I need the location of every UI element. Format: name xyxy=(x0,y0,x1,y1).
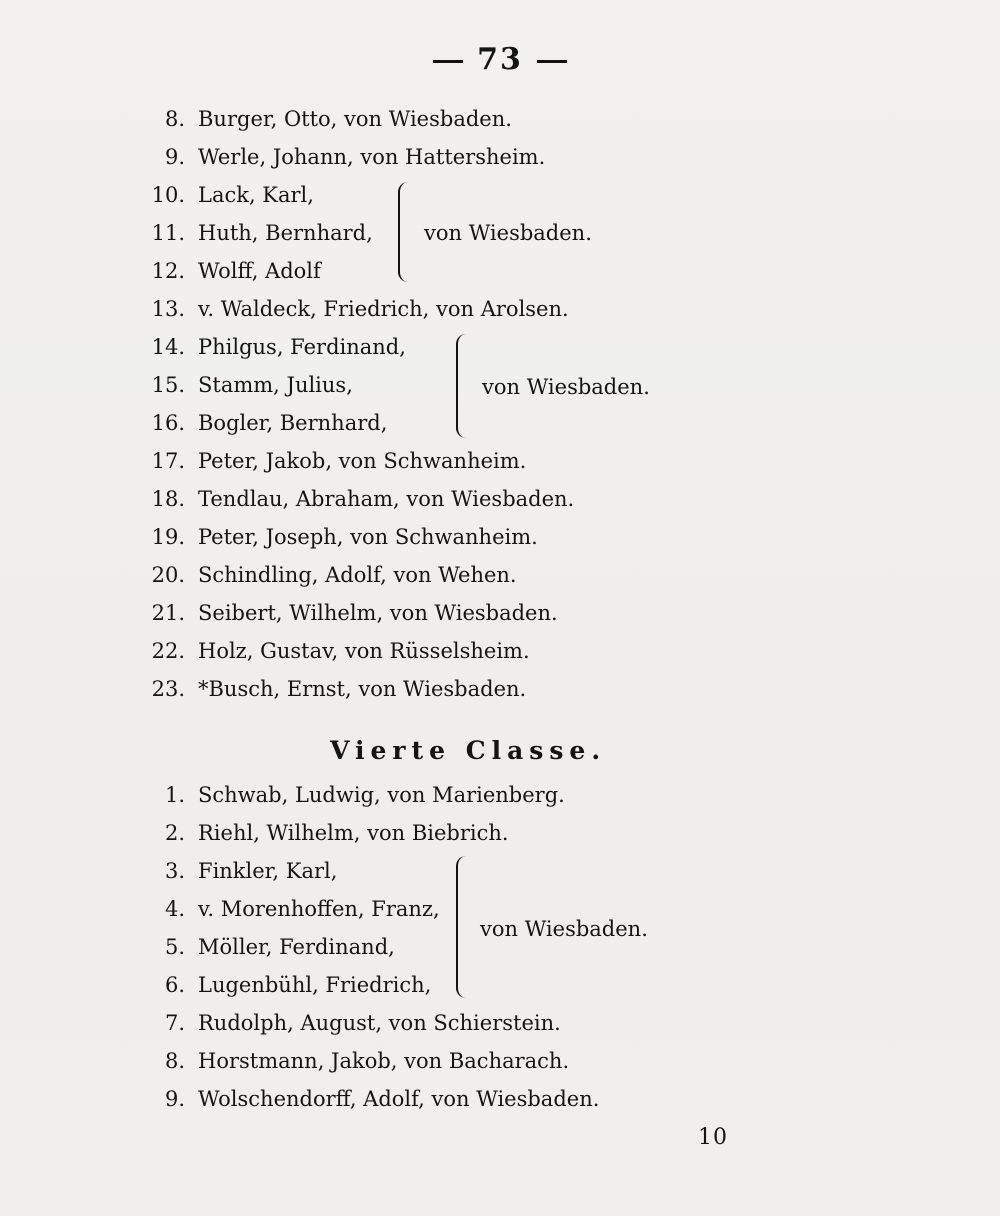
signature-mark: 10 xyxy=(698,1125,728,1150)
item-text: v. Morenhoffen, Franz, xyxy=(198,897,440,921)
item-number: 7. xyxy=(164,1011,185,1035)
item-text: Rudolph, August, von Schierstein. xyxy=(198,1011,561,1035)
item-text: v. Waldeck, Friedrich, von Arolsen. xyxy=(198,297,569,321)
item-text: Stamm, Julius, xyxy=(198,373,353,397)
item-text: Philgus, Ferdinand, xyxy=(198,335,406,359)
item-number: 6. xyxy=(164,973,185,997)
item-number: 21. xyxy=(151,601,185,625)
item-text: Peter, Jakob, von Schwanheim. xyxy=(198,449,527,473)
page-number: 73 xyxy=(477,42,523,77)
item-number: 17. xyxy=(151,449,185,473)
item-text: Wolff, Adolf xyxy=(198,259,321,283)
item-number: 9. xyxy=(164,1087,185,1111)
grouping-brace xyxy=(456,856,466,998)
group-place: von Wiesbaden. xyxy=(424,221,592,245)
item-number: 1. xyxy=(164,783,185,807)
item-text: Holz, Gustav, von Rüsselsheim. xyxy=(198,639,530,663)
item-text: Burger, Otto, von Wiesbaden. xyxy=(198,107,512,131)
item-number: 11. xyxy=(151,221,185,245)
grouping-brace xyxy=(398,182,408,282)
item-text: Bogler, Bernhard, xyxy=(198,411,388,435)
item-number: 16. xyxy=(151,411,185,435)
item-number: 13. xyxy=(151,297,185,321)
group-place: von Wiesbaden. xyxy=(480,917,648,941)
item-number: 5. xyxy=(164,935,185,959)
item-text: Schwab, Ludwig, von Marienberg. xyxy=(198,783,565,807)
header-dash-left xyxy=(433,60,463,63)
item-text: Riehl, Wilhelm, von Biebrich. xyxy=(198,821,509,845)
item-number: 15. xyxy=(151,373,185,397)
item-text: Tendlau, Abraham, von Wiesbaden. xyxy=(198,487,575,511)
item-number: 20. xyxy=(151,563,185,587)
item-text: Werle, Johann, von Hattersheim. xyxy=(198,145,546,169)
item-text: *Busch, Ernst, von Wiesbaden. xyxy=(198,677,527,701)
item-text: Lack, Karl, xyxy=(198,183,314,207)
item-number: 8. xyxy=(164,107,185,131)
item-number: 14. xyxy=(151,335,185,359)
item-number: 3. xyxy=(164,859,185,883)
item-text: Horstmann, Jakob, von Bacharach. xyxy=(198,1049,570,1073)
item-number: 4. xyxy=(164,897,185,921)
header-dash-right xyxy=(537,60,567,63)
item-number: 23. xyxy=(151,677,185,701)
item-number: 8. xyxy=(164,1049,185,1073)
item-text: Seibert, Wilhelm, von Wiesbaden. xyxy=(198,601,558,625)
item-number: 18. xyxy=(151,487,185,511)
item-text: Schindling, Adolf, von Wehen. xyxy=(198,563,517,587)
item-text: Peter, Joseph, von Schwanheim. xyxy=(198,525,538,549)
item-text: Huth, Bernhard, xyxy=(198,221,373,245)
item-number: 10. xyxy=(151,183,185,207)
section-title: Vierte Classe. xyxy=(330,736,607,765)
item-text: Lugenbühl, Friedrich, xyxy=(198,973,432,997)
item-text: Wolschendorff, Adolf, von Wiesbaden. xyxy=(198,1087,600,1111)
item-number: 22. xyxy=(151,639,185,663)
item-number: 19. xyxy=(151,525,185,549)
item-text: Möller, Ferdinand, xyxy=(198,935,395,959)
item-number: 9. xyxy=(164,145,185,169)
group-place: von Wiesbaden. xyxy=(482,375,650,399)
page-header xyxy=(0,42,1000,77)
item-number: 2. xyxy=(164,821,185,845)
item-number: 12. xyxy=(151,259,185,283)
item-text: Finkler, Karl, xyxy=(198,859,338,883)
grouping-brace xyxy=(456,334,466,438)
